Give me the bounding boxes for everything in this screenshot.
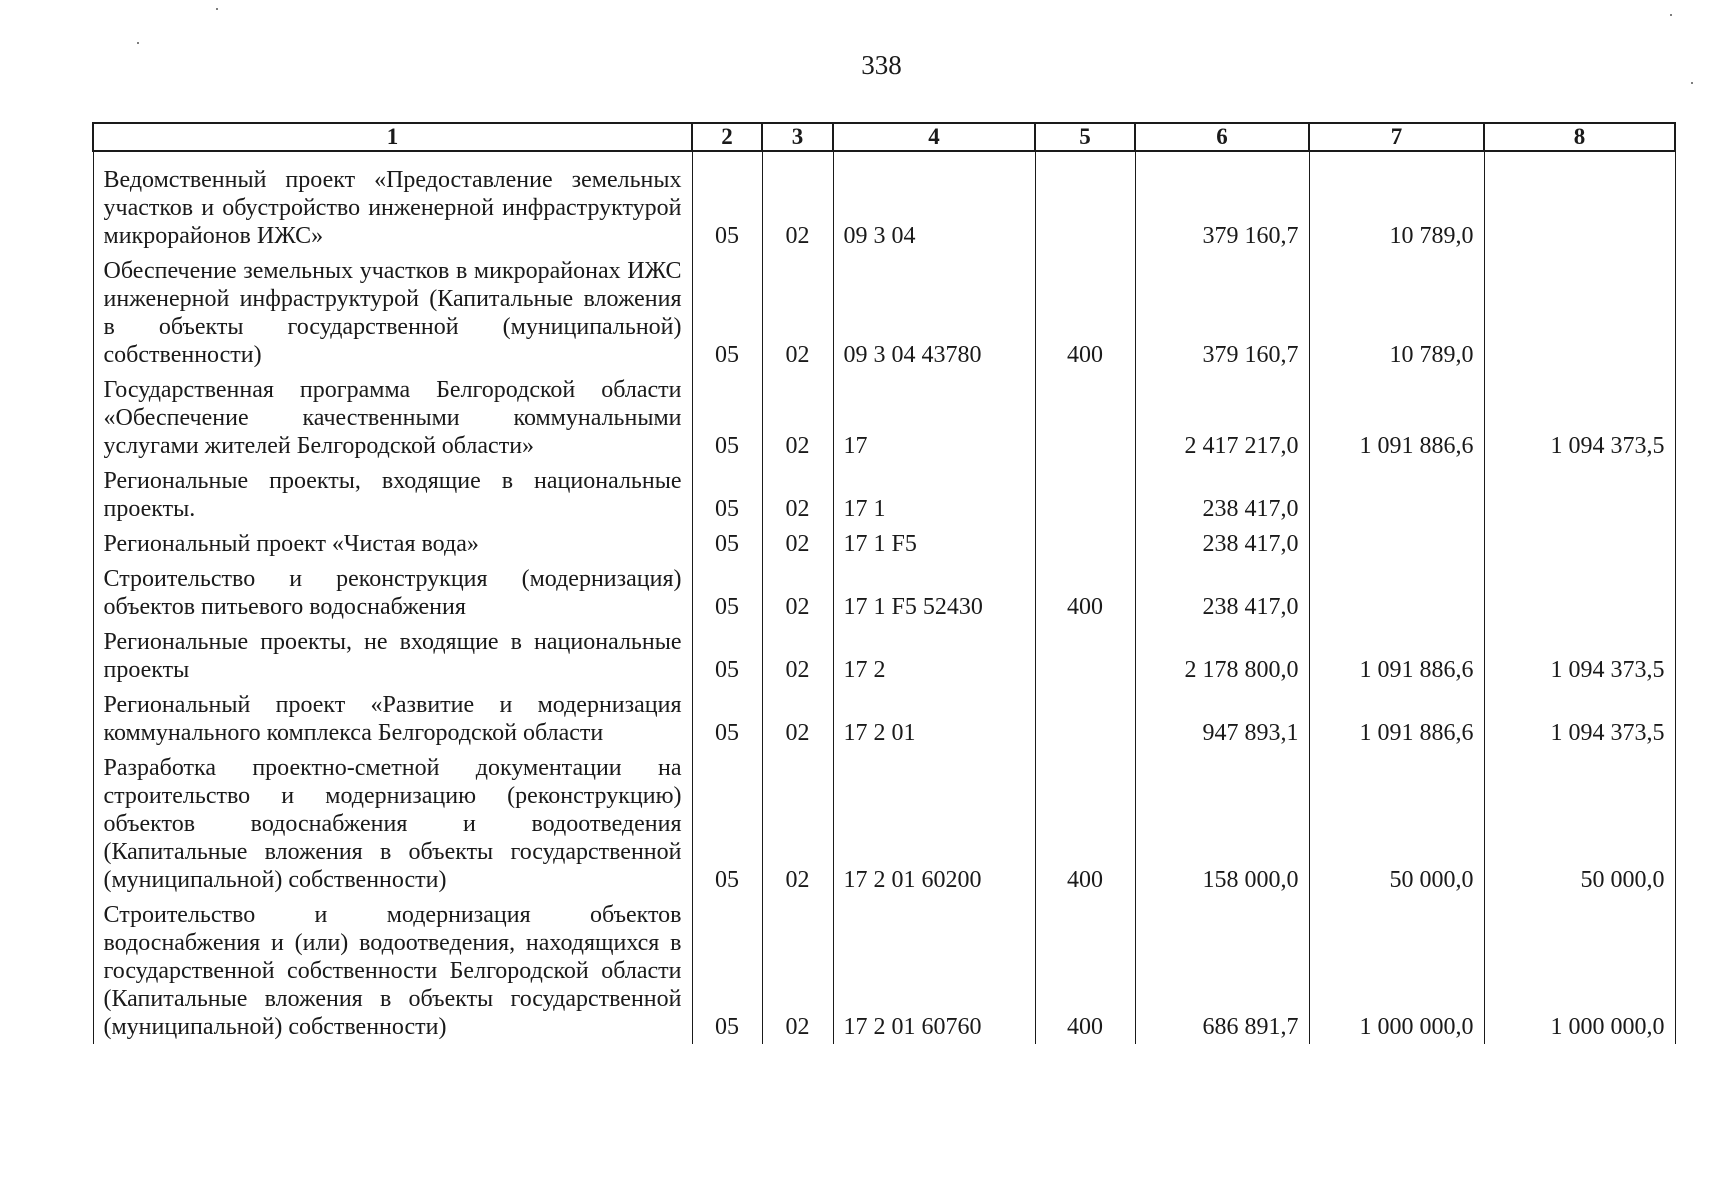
section-code: 05 xyxy=(692,526,762,561)
subsection-code: 02 xyxy=(762,253,833,372)
target-article-code: 17 1 xyxy=(833,463,1035,526)
amount-col6: 947 893,1 xyxy=(1135,687,1309,750)
amount-col8 xyxy=(1484,463,1675,526)
scan-speck xyxy=(1691,82,1693,84)
expense-type-code xyxy=(1035,372,1135,463)
section-code: 05 xyxy=(692,897,762,1044)
subsection-code: 02 xyxy=(762,624,833,687)
amount-col8 xyxy=(1484,151,1675,253)
amount-col8: 1 000 000,0 xyxy=(1484,897,1675,1044)
table-row xyxy=(93,372,1675,463)
column-header: 2 xyxy=(692,123,762,151)
target-article-code: 17 xyxy=(833,372,1035,463)
amount-col6: 2 417 217,0 xyxy=(1135,372,1309,463)
amount-col8 xyxy=(1484,253,1675,372)
expense-type-code: 400 xyxy=(1035,561,1135,624)
amount-col7: 10 789,0 xyxy=(1309,151,1484,253)
amount-col7: 1 091 886,6 xyxy=(1309,687,1484,750)
row-description: Государственная программа Белгородской области «Обеспечение качественными коммунальными услугами жителей Белгородской области» xyxy=(93,372,692,463)
target-article-code: 17 2 01 xyxy=(833,687,1035,750)
section-code: 05 xyxy=(692,151,762,253)
amount-col7 xyxy=(1309,526,1484,561)
amount-col8 xyxy=(1484,526,1675,561)
row-description: Региональные проекты, не входящие в национальные проекты xyxy=(93,624,692,687)
amount-col6: 2 178 800,0 xyxy=(1135,624,1309,687)
table-row xyxy=(93,750,1675,897)
amount-col7: 50 000,0 xyxy=(1309,750,1484,897)
subsection-code: 02 xyxy=(762,750,833,897)
subsection-code: 02 xyxy=(762,526,833,561)
amount-col8: 1 094 373,5 xyxy=(1484,624,1675,687)
column-header: 8 xyxy=(1484,123,1675,151)
subsection-code: 02 xyxy=(762,151,833,253)
budget-table xyxy=(92,122,1676,1044)
page-number: 338 xyxy=(861,50,902,80)
column-header: 7 xyxy=(1309,123,1484,151)
column-header: 5 xyxy=(1035,123,1135,151)
amount-col6: 238 417,0 xyxy=(1135,526,1309,561)
row-description: Строительство и модернизация объектов водоснабжения и (или) водоотведения, находящихся в государственной собственности Белгородской области (Капитальные вложения в объекты государственной (муниципальной) собственности) xyxy=(93,897,692,1044)
amount-col6: 686 891,7 xyxy=(1135,897,1309,1044)
amount-col6: 158 000,0 xyxy=(1135,750,1309,897)
row-description: Разработка проектно-сметной документации на строительство и модернизацию (реконструкцию) объектов водоснабжения и водоотведения (Капитальные вложения в объекты государственной (муниципальной) собственности) xyxy=(93,750,692,897)
amount-col7: 1 000 000,0 xyxy=(1309,897,1484,1044)
section-code: 05 xyxy=(692,687,762,750)
amount-col7: 10 789,0 xyxy=(1309,253,1484,372)
amount-col7 xyxy=(1309,463,1484,526)
expense-type-code xyxy=(1035,687,1135,750)
expense-type-code xyxy=(1035,526,1135,561)
row-description: Региональные проекты, входящие в национальные проекты. xyxy=(93,463,692,526)
amount-col7: 1 091 886,6 xyxy=(1309,372,1484,463)
table-row xyxy=(93,151,1675,253)
section-code: 05 xyxy=(692,372,762,463)
expense-type-code: 400 xyxy=(1035,897,1135,1044)
table-row xyxy=(93,687,1675,750)
table-row xyxy=(93,253,1675,372)
expense-type-code: 400 xyxy=(1035,253,1135,372)
subsection-code: 02 xyxy=(762,463,833,526)
section-code: 05 xyxy=(692,624,762,687)
section-code: 05 xyxy=(692,561,762,624)
column-header: 1 xyxy=(93,123,692,151)
amount-col6: 379 160,7 xyxy=(1135,151,1309,253)
table-row xyxy=(93,463,1675,526)
column-header: 4 xyxy=(833,123,1035,151)
target-article-code: 17 1 F5 52430 xyxy=(833,561,1035,624)
table-row xyxy=(93,526,1675,561)
row-description: Строительство и реконструкция (модернизация) объектов питьевого водоснабжения xyxy=(93,561,692,624)
subsection-code: 02 xyxy=(762,561,833,624)
amount-col6: 379 160,7 xyxy=(1135,253,1309,372)
column-header: 3 xyxy=(762,123,833,151)
row-description: Региональный проект «Развитие и модернизация коммунального комплекса Белгородской области xyxy=(93,687,692,750)
amount-col8: 50 000,0 xyxy=(1484,750,1675,897)
table-row xyxy=(93,624,1675,687)
expense-type-code xyxy=(1035,624,1135,687)
target-article-code: 17 2 xyxy=(833,624,1035,687)
amount-col6: 238 417,0 xyxy=(1135,463,1309,526)
target-article-code: 17 1 F5 xyxy=(833,526,1035,561)
amount-col8: 1 094 373,5 xyxy=(1484,372,1675,463)
section-code: 05 xyxy=(692,463,762,526)
expense-type-code xyxy=(1035,463,1135,526)
subsection-code: 02 xyxy=(762,687,833,750)
amount-col7 xyxy=(1309,561,1484,624)
amount-col7: 1 091 886,6 xyxy=(1309,624,1484,687)
target-article-code: 09 3 04 43780 xyxy=(833,253,1035,372)
amount-col8 xyxy=(1484,561,1675,624)
scan-speck xyxy=(137,42,139,44)
column-header: 6 xyxy=(1135,123,1309,151)
table-row xyxy=(93,561,1675,624)
expense-type-code xyxy=(1035,151,1135,253)
section-code: 05 xyxy=(692,750,762,897)
target-article-code: 09 3 04 xyxy=(833,151,1035,253)
section-code: 05 xyxy=(692,253,762,372)
row-description: Региональный проект «Чистая вода» xyxy=(93,526,692,561)
amount-col8: 1 094 373,5 xyxy=(1484,687,1675,750)
table-row xyxy=(93,897,1675,1044)
target-article-code: 17 2 01 60760 xyxy=(833,897,1035,1044)
column-number-header xyxy=(93,123,1675,151)
row-description: Обеспечение земельных участков в микрорайонах ИЖС инженерной инфраструктурой (Капитальные вложения в объекты государственной (муниципальной) собственности) xyxy=(93,253,692,372)
amount-col6: 238 417,0 xyxy=(1135,561,1309,624)
scan-speck xyxy=(1670,14,1672,16)
subsection-code: 02 xyxy=(762,372,833,463)
row-description: Ведомственный проект «Предоставление земельных участков и обустройство инженерной инфраструктурой микрорайонов ИЖС» xyxy=(93,151,692,253)
subsection-code: 02 xyxy=(762,897,833,1044)
scan-speck xyxy=(216,8,218,10)
expense-type-code: 400 xyxy=(1035,750,1135,897)
target-article-code: 17 2 01 60200 xyxy=(833,750,1035,897)
